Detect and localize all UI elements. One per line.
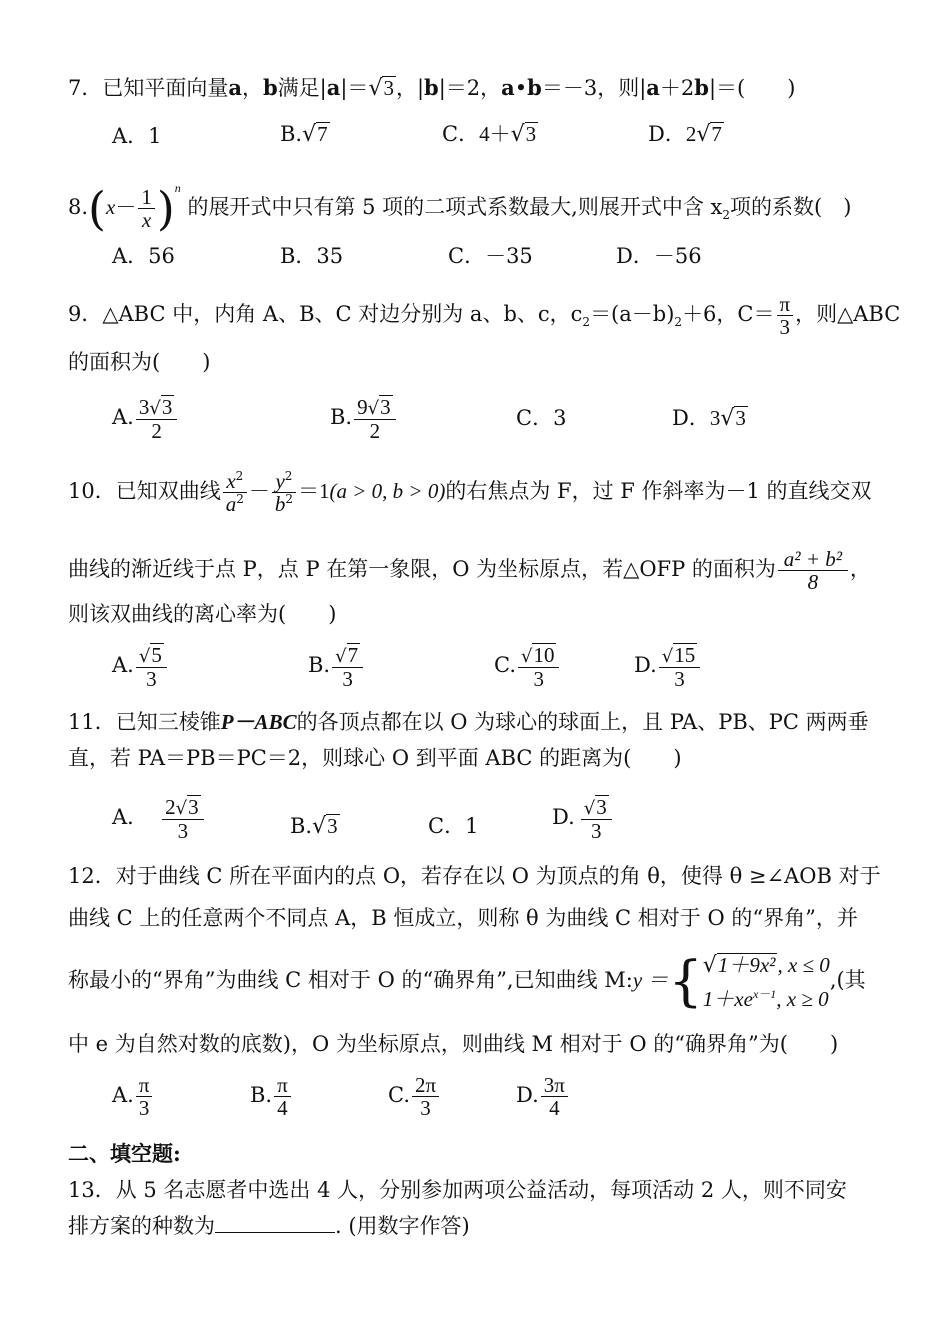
q9-option-a: A. $\frac{3√3}{2}$ [112,392,179,442]
q8-option-c: C．－35 [448,244,533,268]
q12-option-c: C. $\frac{2\pi}{3}$ [388,1070,441,1120]
q13-stem: 13．从 5 名志愿者中选出 4 人，分别参加两项公益活动，每项活动 2 人，则不同安 [68,1178,847,1202]
q10-stem: 10．已知双曲线 $\frac{x^2}{a^2}$ － $\frac{y^2}{b^2}$ ＝1(a > 0, b > 0)的右焦点为 F，过 F 作斜率为－1 的直线交双 [68,468,872,516]
q9-stem-line2: 的面积为( ) [68,350,211,374]
q10-stem-line2: 曲线的渐近线于点 P，点 P 在第一象限，O 为坐标原点，若△OFP 的面积为 $\frac{\text{a² + b²}}{8}$ ， [68,546,871,594]
q9-stem: 9．△ABC 中，内角 A、B、C 对边分别为 a、b、c，$c_2=(a-b)_2+6$，C＝ $\frac{\pi}{3}$ ，则△ABC [68,291,901,339]
q12-stem-line2: 曲线 C 上的任意两个不同点 A，B 恒成立，则称 θ 为曲线 C 相对于 O 的“界角”，并 [68,906,858,930]
q8-option-d: D．－56 [616,244,702,268]
q11-stem: 11．已知三棱锥P－ABC的各顶点都在以 O 为球心的球面上，且 PA、PB、PC 两两垂 [68,710,869,734]
q7-option-a: A．1 [112,124,162,148]
q7-option-c: C．4＋√3 [442,122,537,147]
q10-stem-line3: 则该双曲线的离心率为( ) [68,602,337,626]
q8-option-b: B．35 [280,244,344,268]
q7-option-b: B.√7 [280,122,328,147]
q10-option-c: C. $\frac{√10}{3}$ [494,640,561,690]
q13-stem-line2: 排方案的种数为 . (用数字作答) [68,1214,470,1238]
section-heading: 二、填空题: [68,1141,181,1166]
q9-option-d: D．3√3 [672,406,746,431]
q11-option-c: C．1 [428,814,479,838]
q7-stem: 7．已知平面向量a，b满足|a|＝√3，|b|＝2，a•b＝－3，则|a＋2b|＝( ) [68,75,796,101]
q9-option-b: B. $\frac{9√3}{2}$ [330,392,398,442]
q10-option-a: A. $\frac{√5}{3}$ [112,640,169,690]
q12-option-d: D. $\frac{3\pi}{4}$ [516,1070,570,1120]
q7-option-d: D．2√7 [648,122,722,147]
q10-option-b: B. $\frac{√7}{3}$ [308,640,365,690]
q12-stem-line3: 称最小的“界角”为曲线 C 相对于 O 的“确界角”,已知曲线 M:y ＝{ √1＋9x², x ≤ 0 $1+xe^{x-1}$, x ≥ 0 ,(其 [68,949,866,1013]
q11-stem-line2: 直，若 PA＝PB＝PC＝2，则球心 O 到平面 ABC 的距离为( ) [68,746,682,770]
q11-option-d: D. $\frac{√3}{3}$ [552,792,614,842]
q12-option-a: A. $\frac{\pi}{3}$ [112,1070,154,1120]
q9-option-c: C．3 [516,406,567,430]
answer-blank[interactable] [215,1212,335,1233]
q8-option-a: A．56 [112,244,175,268]
q11-option-a: A． $\frac{2√3}{3}$ [112,792,206,842]
q12-option-b: B. $\frac{\pi}{4}$ [250,1070,293,1120]
q8-stem: 8.(x－ $\frac{1}{x}$ )$^n$ 的展开式中只有第 5 项的二项式系数最大,则展开式中含 $x_2$项的系数( ) [68,181,852,236]
q11-option-b: B.√3 [290,814,338,839]
q10-option-d: D. $\frac{√15}{3}$ [634,640,702,690]
q12-stem-line4: 中 e 为自然对数的底数)，O 为坐标原点，则曲线 M 相对于 O 的“确界角”为( ) [68,1032,839,1056]
q12-stem: 12．对于曲线 C 所在平面内的点 O，若存在以 O 为顶点的角 θ，使得 θ ≥∠AOB 对于 [68,864,881,888]
